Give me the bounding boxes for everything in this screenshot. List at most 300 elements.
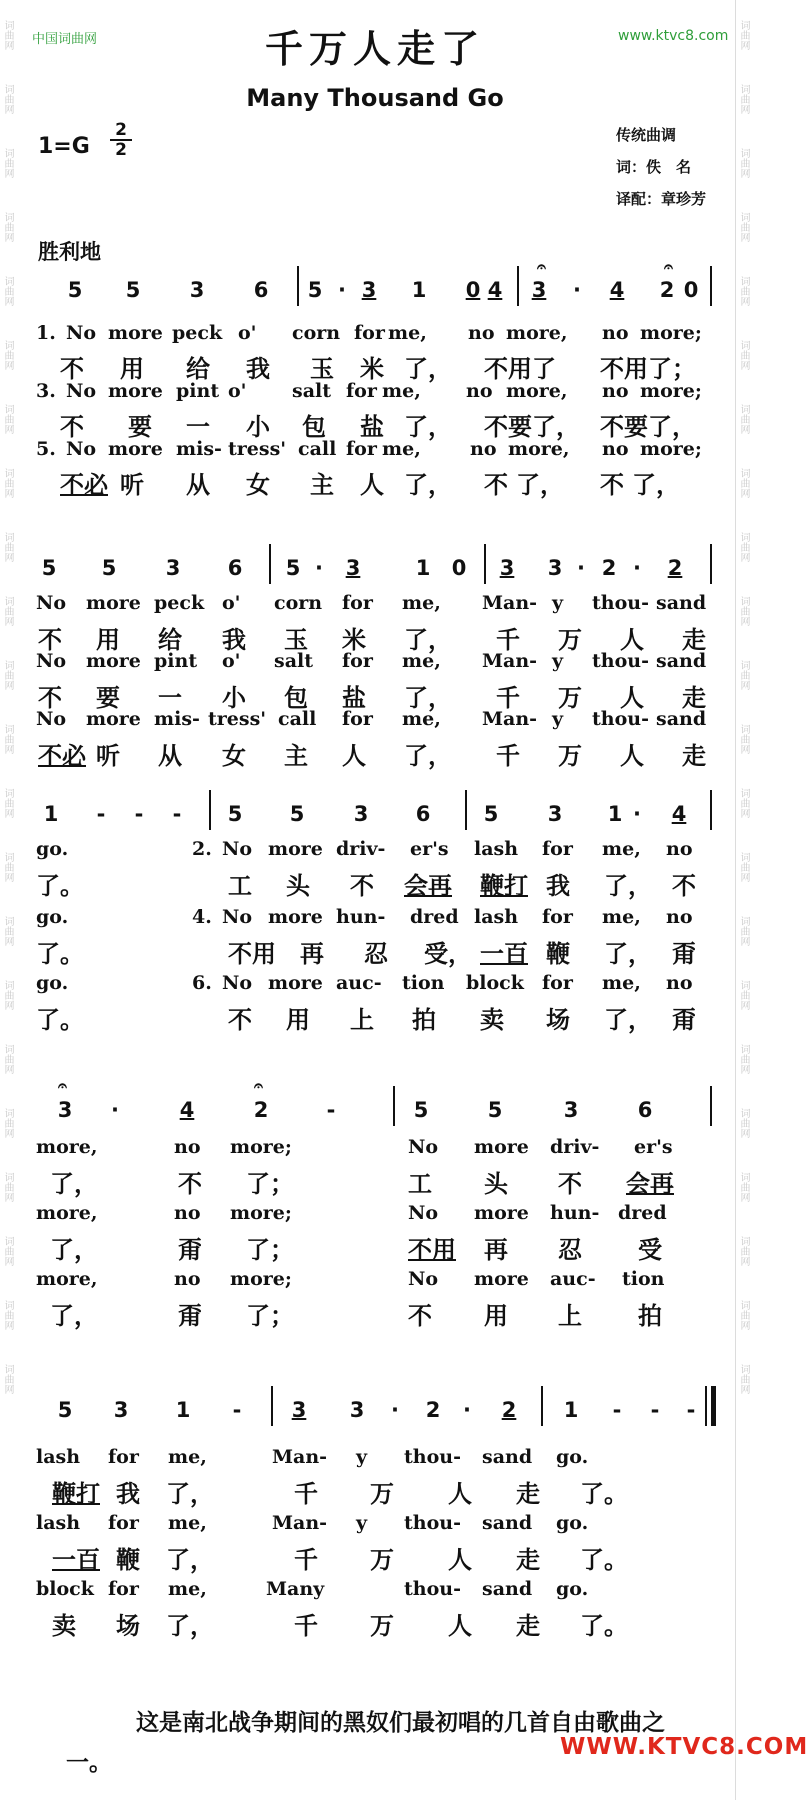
lyric-word: me,	[602, 838, 641, 860]
lyric-char: 人	[448, 1480, 472, 1508]
barline	[465, 790, 467, 830]
lyric-word: Man-	[272, 1446, 328, 1468]
song-title-chinese: 千万人走了	[264, 26, 485, 71]
lyric-char: 不	[60, 413, 84, 441]
lyric-word: No	[66, 322, 97, 344]
lyric-verse-4	[36, 1202, 667, 1224]
lyric-char: 要	[96, 684, 120, 712]
note: 2	[667, 556, 683, 580]
lyric-word: thou-	[404, 1578, 461, 1600]
lyric-char: 不	[600, 471, 624, 499]
lyric-word: thou-	[592, 708, 649, 730]
lyric-word: sand	[482, 1578, 533, 1600]
lyric-word: lash	[36, 1446, 81, 1468]
fermata-mark: 𝄐	[254, 1076, 263, 1095]
note-dash: -	[612, 1398, 622, 1422]
side-watermark-text: 词曲网	[738, 404, 749, 434]
lyric-word: block	[36, 1578, 94, 1600]
note-dash: -	[96, 802, 106, 826]
side-watermark-text: 词曲网	[738, 20, 749, 50]
note: 6	[415, 802, 431, 826]
lyric-word: go.	[36, 906, 69, 928]
lyric-word: no	[174, 1268, 201, 1290]
lyric-word: o'	[222, 592, 241, 614]
lyric-word: sand	[656, 650, 707, 672]
barline	[710, 266, 712, 306]
lyric-word: for	[108, 1446, 139, 1468]
lyric-word: er's	[410, 838, 449, 860]
lyric-char: 了；	[246, 1236, 294, 1264]
side-watermark-text: 词曲网	[738, 1108, 749, 1138]
lyric-word: salt	[292, 380, 332, 402]
lyric-word: No	[36, 650, 67, 672]
lyric-char: 走	[682, 742, 706, 770]
lyric-char: 走	[682, 684, 706, 712]
side-watermark-text: 词曲网	[2, 852, 13, 882]
side-watermark-text: 词曲网	[738, 1172, 749, 1202]
side-watermark-text: 词曲网	[738, 276, 749, 306]
barline	[297, 266, 299, 306]
lyric-word: No	[222, 906, 253, 928]
lyric-word: no	[602, 380, 629, 402]
lyric-char: 一百	[52, 1546, 100, 1574]
side-watermark-text: 词曲网	[2, 212, 13, 242]
lyric-char: 用	[96, 626, 120, 654]
lyric-char: 盐	[360, 413, 384, 441]
lyric-char: 了，	[404, 684, 452, 712]
lyric-char: 不必	[38, 742, 86, 770]
lyric-char: 忍	[364, 940, 388, 968]
note: 5	[289, 802, 305, 826]
lyric-verse-6	[36, 972, 693, 994]
lyric-char: 会再	[626, 1170, 674, 1198]
side-watermark-text: 词曲网	[738, 1044, 749, 1074]
time-signature	[110, 121, 132, 159]
side-watermark-text: 词曲网	[738, 84, 749, 114]
lyric-word: more;	[640, 380, 702, 402]
note: 1	[43, 802, 59, 826]
side-watermark-text: 词曲网	[2, 980, 13, 1010]
lyric-char: 受	[638, 1236, 662, 1264]
note: 2	[659, 278, 675, 302]
lyric-char: 不	[558, 1170, 582, 1198]
lyric-char: 再	[484, 1236, 508, 1264]
lyric-char: 一百	[480, 940, 528, 968]
lyric-verse-2	[36, 1136, 673, 1158]
lyric-word: no	[666, 838, 693, 860]
lyric-char: 从	[158, 742, 182, 770]
lyric-char: 了；	[246, 1170, 294, 1198]
lyric-word: me,	[168, 1446, 207, 1468]
lyric-word: go.	[36, 838, 69, 860]
lyric-char: 人	[360, 471, 384, 499]
side-watermark-text: 词曲网	[2, 916, 13, 946]
lyric-char: 了，	[166, 1612, 214, 1640]
lyric-word: peck	[172, 322, 223, 344]
side-watermark-text: 词曲网	[2, 1236, 13, 1266]
lyric-word: thou-	[404, 1446, 461, 1468]
lyric-char: 人	[620, 742, 644, 770]
note: 3	[547, 556, 563, 580]
lyric-word: pint	[154, 650, 198, 672]
site-url[interactable]: www.ktvc8.com	[618, 28, 729, 44]
lyric-word: me,	[388, 322, 427, 344]
lyric-char: 甭	[178, 1302, 202, 1330]
lyric-char: 甭	[672, 1006, 696, 1034]
lyric-word: for	[342, 650, 373, 672]
lyric-word: sand	[482, 1446, 533, 1468]
note: 5	[483, 802, 499, 826]
lyric-char: 我	[222, 626, 246, 654]
lyric-word: No	[66, 438, 97, 460]
side-watermark-text: 词曲网	[738, 468, 749, 498]
note-dash: -	[326, 1098, 336, 1122]
lyric-word: for	[108, 1578, 139, 1600]
lyric-char: 走	[516, 1546, 540, 1574]
lyric-char: 拍	[638, 1302, 662, 1330]
lyric-char: 甭	[178, 1236, 202, 1264]
lyric-char: 不用了；	[600, 355, 696, 383]
lyric-word: block	[466, 972, 524, 994]
lyric-verse-3	[36, 650, 707, 672]
lyric-char: 千	[496, 742, 520, 770]
lyric-word: No	[36, 708, 67, 730]
note: 3	[349, 1398, 365, 1422]
side-watermark-text: 词曲网	[738, 1364, 749, 1394]
lyric-char: 了，	[632, 471, 680, 499]
side-watermark-text: 词曲网	[738, 340, 749, 370]
lyric-word: No	[222, 838, 253, 860]
lyric-char: 万	[558, 742, 582, 770]
lyric-word: for	[354, 322, 385, 344]
lyric-word: dred	[410, 906, 459, 928]
lyric-char: 小	[222, 684, 246, 712]
note: 5	[413, 1098, 429, 1122]
lyric-char: 上	[558, 1302, 582, 1330]
lyric-char: 鞭	[116, 1546, 140, 1574]
side-watermark-text: 词曲网	[2, 1172, 13, 1202]
note: 5	[307, 278, 323, 302]
lyric-word: driv-	[550, 1136, 600, 1158]
lyric-char: 万	[370, 1546, 394, 1574]
side-watermark-text: 词曲网	[2, 468, 13, 498]
lyric-word: me,	[402, 708, 441, 730]
lyric-word: tion	[402, 972, 445, 994]
lyric-char: 不要了，	[600, 413, 696, 441]
lyric-char: 走	[516, 1480, 540, 1508]
note: 3	[563, 1098, 579, 1122]
note: 4	[487, 278, 503, 302]
lyric-char: 甭	[672, 940, 696, 968]
lyric-char: 会再	[404, 872, 452, 900]
lyric-char: 千	[294, 1546, 318, 1574]
lyric-word: corn	[292, 322, 341, 344]
lyric-word: me,	[402, 592, 441, 614]
key-signature: 1=G	[38, 134, 90, 159]
note-dash: -	[650, 1398, 660, 1422]
lyric-word: more	[86, 708, 141, 730]
lyric-word: for	[542, 838, 573, 860]
lyric-word: Man-	[482, 592, 538, 614]
side-watermark-text: 词曲网	[2, 660, 13, 690]
note-dash: -	[232, 1398, 242, 1422]
note: 1	[415, 556, 431, 580]
note: 5	[41, 556, 57, 580]
side-watermark-text: 词曲网	[2, 340, 13, 370]
lyric-char: 玉	[310, 355, 334, 383]
lyric-char: 听	[96, 742, 120, 770]
lyric-char: 不用了	[484, 355, 556, 383]
lyric-verse-1	[36, 592, 707, 614]
lyric-char: 不	[672, 872, 696, 900]
lyric-word: no	[174, 1202, 201, 1224]
note-dot: ·	[338, 278, 346, 302]
lyric-word: corn	[274, 592, 323, 614]
lyric-word: pint	[176, 380, 220, 402]
lyric-char: 人	[620, 626, 644, 654]
lyric-word: more,	[36, 1202, 98, 1224]
lyric-char: 千	[294, 1480, 318, 1508]
lyric-word: for	[346, 438, 377, 460]
verse-number: 5.	[36, 438, 56, 460]
barline	[269, 544, 271, 584]
fermata-mark: 𝄐	[58, 1076, 67, 1095]
lyric-word: sand	[656, 592, 707, 614]
lyric-word: tress'	[208, 708, 267, 730]
note: 2	[425, 1398, 441, 1422]
note: 0	[683, 278, 699, 302]
verse-number: 3.	[36, 380, 56, 402]
lyric-char: 工	[228, 872, 252, 900]
lyric-char: 千	[496, 626, 520, 654]
lyric-word: more,	[508, 438, 570, 460]
lyric-word: y	[356, 1512, 368, 1534]
final-barline-thick	[711, 1386, 716, 1426]
side-watermark-text: 词曲网	[738, 1236, 749, 1266]
lyric-char: 万	[370, 1480, 394, 1508]
note: 4	[609, 278, 625, 302]
lyric-char: 场	[546, 1006, 570, 1034]
lyric-char: 卖	[52, 1612, 76, 1640]
lyric-char: 了，	[50, 1170, 98, 1198]
lyric-word: o'	[238, 322, 257, 344]
lyric-word: no	[174, 1136, 201, 1158]
lyric-word: more;	[230, 1202, 292, 1224]
lyric-char: 了，	[604, 940, 652, 968]
lyric-char: 人	[620, 684, 644, 712]
lyric-word: No	[66, 380, 97, 402]
verse-number: 4.	[192, 906, 212, 928]
side-watermark-text: 词曲网	[2, 276, 13, 306]
side-watermark-text: 词曲网	[738, 852, 749, 882]
lyric-char: 人	[342, 742, 366, 770]
lyric-char: 了，	[404, 626, 452, 654]
lyric-word: more	[86, 650, 141, 672]
lyric-word: call	[298, 438, 337, 460]
lyric-verse-6	[36, 1578, 589, 1600]
lyric-char: 了，	[604, 1006, 652, 1034]
lyric-word: for	[542, 906, 573, 928]
lyric-char: 我	[246, 355, 270, 383]
lyric-word: mis-	[176, 438, 222, 460]
barline	[393, 1086, 395, 1126]
time-signature-top: 2	[110, 121, 132, 141]
note-dot: ·	[633, 802, 641, 826]
note: 4	[179, 1098, 195, 1122]
lyric-word: auc-	[550, 1268, 596, 1290]
note-dot: ·	[633, 556, 641, 580]
lyric-verse-1	[36, 322, 702, 344]
time-signature-bottom: 2	[115, 140, 127, 160]
note: 3	[291, 1398, 307, 1422]
note: 1	[607, 802, 623, 826]
credit-translator: 译配：章珍芳	[616, 190, 707, 208]
lyric-char: 用	[484, 1302, 508, 1330]
note: 5	[285, 556, 301, 580]
lyric-verse-4	[36, 906, 693, 928]
side-watermark-text: 词曲网	[2, 788, 13, 818]
lyric-word: more;	[230, 1268, 292, 1290]
note: 5	[487, 1098, 503, 1122]
lyric-word: me,	[168, 1578, 207, 1600]
lyric-word: for	[542, 972, 573, 994]
note: 2	[501, 1398, 517, 1422]
lyric-word: no	[466, 380, 493, 402]
note: 6	[227, 556, 243, 580]
lyric-word: Man-	[272, 1512, 328, 1534]
side-watermark-text: 词曲网	[2, 148, 13, 178]
lyric-char: 米	[342, 626, 366, 654]
lyric-word: more,	[36, 1136, 98, 1158]
lyric-char: 不	[484, 471, 508, 499]
verse-number: 2.	[192, 838, 212, 860]
lyric-char: 不	[350, 872, 374, 900]
lyric-verse-4	[36, 1512, 589, 1534]
side-watermark-text: 词曲网	[738, 724, 749, 754]
lyric-char: 了，	[50, 1302, 98, 1330]
lyric-char: 了。	[580, 1546, 628, 1574]
lyric-word: more	[474, 1268, 529, 1290]
side-watermark-text: 词曲网	[2, 1044, 13, 1074]
lyric-word: dred	[618, 1202, 667, 1224]
lyric-char: 不	[60, 355, 84, 383]
note-dot: ·	[111, 1098, 119, 1122]
lyric-char: 再	[300, 940, 324, 968]
lyric-word: go.	[556, 1446, 589, 1468]
lyric-char: 头	[484, 1170, 508, 1198]
note: 3	[353, 802, 369, 826]
lyric-verse-2	[36, 838, 693, 860]
lyric-word: Many	[266, 1578, 325, 1600]
lyric-char: 主	[310, 471, 334, 499]
lyric-word: thou-	[404, 1512, 461, 1534]
note-dash: -	[686, 1398, 696, 1422]
lyric-char: 走	[516, 1612, 540, 1640]
lyric-word: more	[108, 380, 163, 402]
lyric-word: sand	[482, 1512, 533, 1534]
note-dot: ·	[573, 278, 581, 302]
note: 3	[361, 278, 377, 302]
lyric-char: 了，	[404, 413, 452, 441]
lyric-verse-3	[36, 380, 702, 402]
lyric-word: mis-	[154, 708, 200, 730]
lyric-char: 了；	[246, 1302, 294, 1330]
lyric-char: 给	[158, 626, 182, 654]
side-watermark-text: 词曲网	[738, 916, 749, 946]
side-watermark-text: 词曲网	[738, 148, 749, 178]
lyric-word: me,	[602, 972, 641, 994]
lyric-word: auc-	[336, 972, 382, 994]
lyric-char: 主	[284, 742, 308, 770]
note: 3	[113, 1398, 129, 1422]
lyric-verse-5	[36, 438, 702, 460]
lyric-word: hun-	[336, 906, 386, 928]
lyric-char: 卖	[480, 1006, 504, 1034]
side-watermark-text: 词曲网	[2, 404, 13, 434]
note: 6	[637, 1098, 653, 1122]
lyric-char: 鞭打	[52, 1480, 100, 1508]
lyric-char: 鞭	[546, 940, 570, 968]
lyric-verse-6	[36, 1268, 665, 1290]
lyric-word: tress'	[228, 438, 287, 460]
note: 1	[563, 1398, 579, 1422]
lyric-word: y	[552, 708, 564, 730]
credit-melody: 传统曲调	[616, 126, 677, 144]
lyric-word: more	[268, 972, 323, 994]
note: 1	[411, 278, 427, 302]
side-watermark-text: 词曲网	[2, 1300, 13, 1330]
lyric-char: 小	[246, 413, 270, 441]
note: 3	[189, 278, 205, 302]
lyric-char: 了，	[404, 471, 452, 499]
verse-number: 1.	[36, 322, 56, 344]
lyric-word: me,	[382, 380, 421, 402]
lyric-word: me,	[168, 1512, 207, 1534]
side-watermark-text: 词曲网	[2, 20, 13, 50]
lyric-word: no	[470, 438, 497, 460]
lyric-char: 千	[294, 1612, 318, 1640]
lyric-word: thou-	[592, 592, 649, 614]
lyric-word: more	[268, 906, 323, 928]
lyric-char: 女	[246, 471, 270, 499]
lyric-char: 受，	[424, 940, 472, 968]
lyric-word: no	[666, 906, 693, 928]
lyric-word: me,	[602, 906, 641, 928]
lyric-char: 不必	[60, 471, 108, 499]
note: 3	[57, 1098, 73, 1122]
lyric-word: No	[408, 1268, 439, 1290]
side-watermark-text: 词曲网	[2, 1108, 13, 1138]
lyric-word: go.	[556, 1578, 589, 1600]
lyric-char: 不用	[408, 1236, 456, 1264]
lyric-word: no	[468, 322, 495, 344]
lyric-char: 包	[284, 684, 308, 712]
side-watermark-text: 词曲网	[2, 1364, 13, 1394]
lyric-word: lash	[36, 1512, 81, 1534]
lyric-word: tion	[622, 1268, 665, 1290]
credit-lyricist: 词：佚 名	[616, 158, 692, 176]
lyric-char: 了，	[50, 1236, 98, 1264]
lyric-char: 玉	[284, 626, 308, 654]
lyric-word: lash	[474, 838, 519, 860]
song-title-english: Many Thousand Go	[246, 84, 504, 112]
side-watermark-text: 词曲网	[738, 980, 749, 1010]
lyric-word: No	[408, 1202, 439, 1224]
note: 3	[165, 556, 181, 580]
lyric-word: more	[108, 322, 163, 344]
lyric-char: 一	[186, 413, 210, 441]
note: 5	[227, 802, 243, 826]
